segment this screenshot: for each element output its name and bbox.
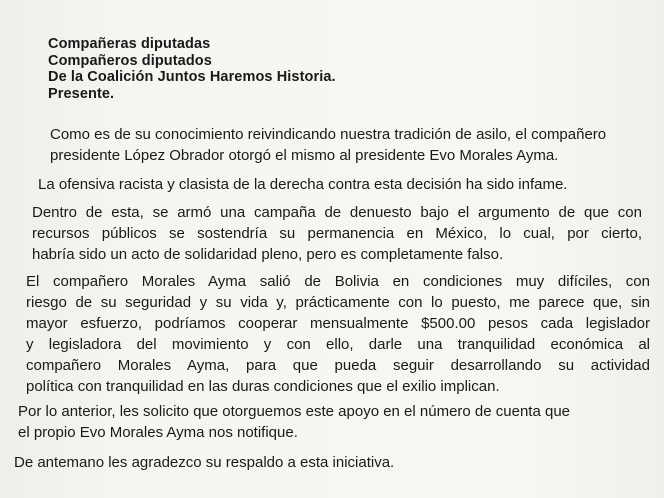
paragraph-line: mayor esfuerzo, podríamos cooperar mensualmente $500.00 pesos cada legislador [26, 315, 650, 332]
salutation-line: De la Coalición Juntos Haremos Historia. [48, 69, 336, 85]
paragraph-proposal [26, 271, 650, 397]
salutation-block [48, 36, 336, 102]
paragraph-line: Por lo anterior, les solicito que otorguemos este apoyo en el número de cuenta que [18, 403, 571, 420]
paragraph-line: Dentro de esta, se armó una campaña de denuesto bajo el argumento de que con [32, 204, 642, 221]
paragraph-offensive [38, 174, 638, 195]
paragraph-asylum [50, 124, 630, 166]
paragraph-line: y legisladora del movimiento y con ello, darle una tranquilidad económica al [26, 336, 650, 353]
paragraph-campaign [32, 202, 642, 265]
paragraph-line: el propio Evo Morales Ayma nos notifique. [18, 424, 298, 441]
paragraph-line: política con tranquilidad en las duras condiciones que el exilio implican. [26, 378, 500, 395]
paragraph-line: compañero Morales Ayma, para que pueda seguir desarrollando su actividad [26, 357, 650, 374]
paragraph-line: presidente López Obrador otorgó el mismo al presidente Evo Morales Ayma. [50, 147, 559, 164]
paragraph-line: La ofensiva racista y clasista de la derecha contra esta decisión ha sido infame. [38, 176, 568, 193]
paragraph-thanks [14, 452, 654, 473]
salutation-line: Presente. [48, 85, 115, 102]
paragraph-line: El compañero Morales Ayma salió de Bolivia en condiciones muy difíciles, con [26, 273, 650, 290]
paragraph-line: recursos públicos se sostendría su permanencia en México, lo cual, por cierto, [32, 225, 642, 242]
paragraph-line: habría sido un acto de solidaridad pleno, pero es completamente falso. [32, 246, 504, 263]
paragraph-line: De antemano les agradezco su respaldo a esta iniciativa. [14, 454, 395, 471]
paragraph-request [18, 401, 654, 443]
paragraph-line: riesgo de su seguridad y su vida y, prácticamente con lo puesto, me parece que, sin [26, 294, 650, 311]
paragraph-line: Como es de su conocimiento reivindicando nuestra tradición de asilo, el compañero [50, 126, 607, 143]
salutation-line: Compañeras diputadas [48, 36, 211, 52]
salutation-line: Compañeros diputados [48, 52, 212, 69]
